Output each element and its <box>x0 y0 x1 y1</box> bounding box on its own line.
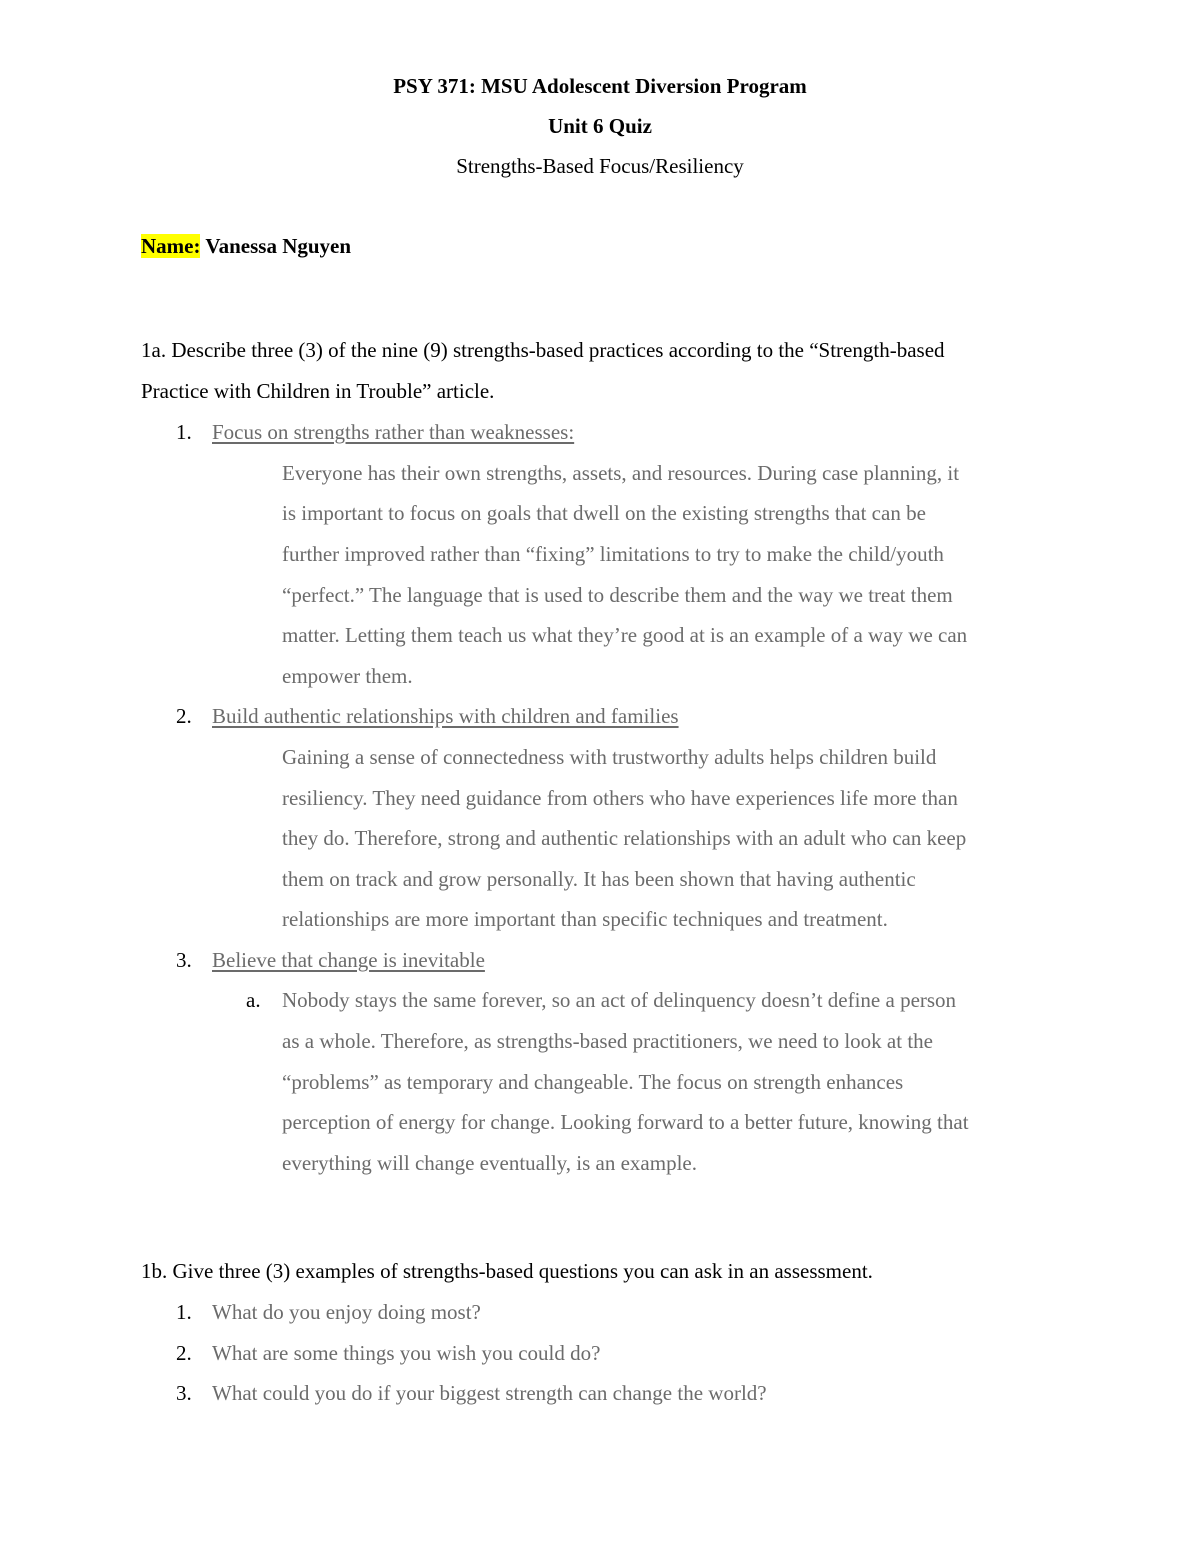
quiz-title: Unit 6 Quiz <box>548 114 652 138</box>
name-value: Vanessa Nguyen <box>205 234 352 258</box>
q1a-item-1-number: 1. <box>176 420 192 444</box>
q1a-item-3-number: 3. <box>176 948 192 972</box>
q1a-item-3-heading: Believe that change is inevitable <box>212 948 485 972</box>
q1b-prompt: 1b. Give three (3) examples of strengths-based questions you can ask in an assessment. <box>141 1259 873 1283</box>
course-title: PSY 371: MSU Adolescent Diversion Program <box>393 74 807 98</box>
q1a-item-2-number: 2. <box>176 704 192 728</box>
name-label: Name: <box>141 234 201 258</box>
q1b-item-2-text: What are some things you wish you could do? <box>212 1341 601 1365</box>
q1a-item-2-body-line: they do. Therefore, strong and authentic relationships with an adult who can keep <box>282 826 967 850</box>
q1a-item-3-body-line: as a whole. Therefore, as strengths-based practitioners, we need to look at the <box>282 1029 933 1053</box>
q1a-item-2-body-line: resiliency. They need guidance from others who have experiences life more than <box>282 786 958 810</box>
q1a-item-2-body-line: them on track and grow personally. It has been shown that having authentic <box>282 867 916 891</box>
q1b-item-1-text: What do you enjoy doing most? <box>212 1300 481 1324</box>
quiz-subtitle: Strengths-Based Focus/Resiliency <box>456 154 744 178</box>
q1b-item-2-number: 2. <box>176 1341 192 1365</box>
q1a-item-1-body-line: Everyone has their own strengths, assets, and resources. During case planning, it <box>282 461 960 485</box>
q1a-item-2-body-line: relationships are more important than specific techniques and treatment. <box>282 907 888 931</box>
q1a-prompt-line-2: Practice with Children in Trouble” article. <box>141 379 495 403</box>
q1a-item-3-body-line: everything will change eventually, is an example. <box>282 1151 697 1175</box>
q1a-prompt-line-1: 1a. Describe three (3) of the nine (9) strengths-based practices according to the “Strength-based <box>141 338 945 362</box>
q1a-item-1-body-line: further improved rather than “fixing” limitations to try to make the child/youth <box>282 542 944 566</box>
q1a-item-1-heading: Focus on strengths rather than weaknesses: <box>212 420 575 444</box>
q1a-item-3-body-line: Nobody stays the same forever, so an act of delinquency doesn’t define a person <box>282 988 957 1012</box>
q1a-item-2-heading: Build authentic relationships with children and families <box>212 704 679 728</box>
q1b-item-3-text: What could you do if your biggest strength can change the world? <box>212 1381 767 1405</box>
q1a-item-2-body-line: Gaining a sense of connectedness with trustworthy adults helps children build <box>282 745 937 769</box>
q1a-item-3-body-line: “problems” as temporary and changeable. The focus on strength enhances <box>282 1070 904 1094</box>
q1b-item-3-number: 3. <box>176 1381 192 1405</box>
q1a-item-1-body-line: empower them. <box>282 664 413 688</box>
q1a-item-1-body-line: “perfect.” The language that is used to describe them and the way we treat them <box>282 583 953 607</box>
q1a-item-3-body-line: perception of energy for change. Looking forward to a better future, knowing that <box>282 1110 969 1134</box>
q1a-item-1-body-line: is important to focus on goals that dwell on the existing strengths that can be <box>282 501 926 525</box>
q1a-item-3-sub-marker: a. <box>246 988 261 1012</box>
q1b-item-1-number: 1. <box>176 1300 192 1324</box>
student-name-line <box>141 233 351 259</box>
q1a-item-1-body-line: matter. Letting them teach us what they’re good at is an example of a way we can <box>282 623 968 647</box>
